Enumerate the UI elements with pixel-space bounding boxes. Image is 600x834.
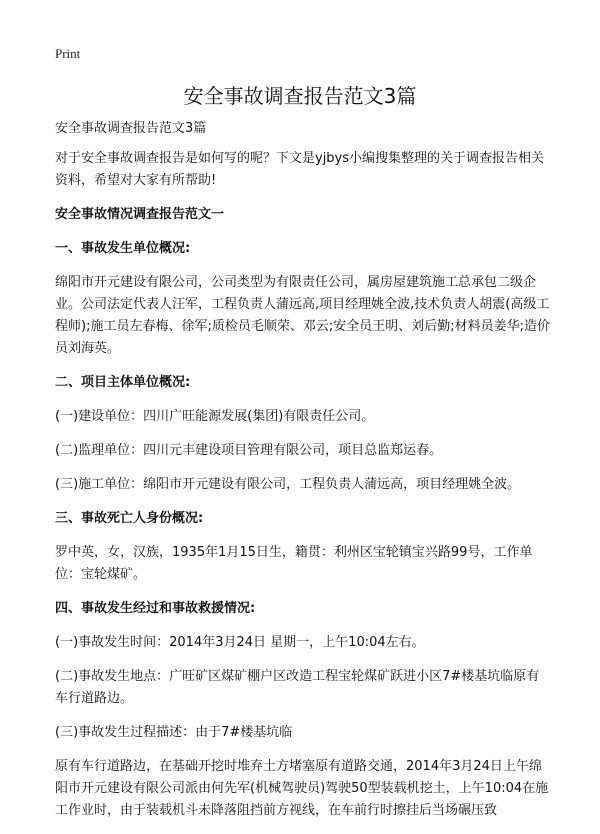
paragraph-1: 绵阳市开元建设有限公司，公司类型为有限责任公司，属房屋建筑施工总承包二级企业。公司法定代表人汪军，工程负责人蒲远高,项目经理姚全波,技术负责人胡震(高级工程师);施工员左春梅、徐军;质检员毛顺荣、邓云;安全员王明、刘后勤;材料员姜华;造价员刘海英。 <box>55 275 550 356</box>
intro-paragraph: 对于安全事故调查报告是如何写的呢？下文是yjbys小编搜集整理的关于调查报告相关资料，希望对大家有所帮助! <box>55 151 545 188</box>
heading-2: 二、项目主体单位概况: <box>55 375 191 390</box>
paragraph-4b: (二)事故发生地点：广旺矿区煤矿棚户区改造工程宝轮煤矿跃进小区7#楼基坑临原有车行道路边。 <box>55 669 540 706</box>
print-link[interactable]: Print <box>55 46 81 61</box>
paragraph-4d: 原有车行道路边，在基础开挖时堆弃土方堵塞原有道路交通，2014年3月24日上午绵阳市开元建设有限公司派由何先军(机械驾驶员)驾驶50型装载机挖土，上午10:04在施工作业时，由于装载机斗未降落阻挡前方视线，在车前行时擦挂后当场碾压致 <box>55 759 549 818</box>
document-subtitle: 安全事故调查报告范文3篇 <box>55 121 207 136</box>
heading-4: 四、事故发生经过和事故救援情况: <box>55 601 256 616</box>
paragraph-4a: (一)事故发生时间：2014年3月24日 星期一，上午10:04左右。 <box>55 635 425 650</box>
heading-1: 一、事故发生单位概况: <box>55 241 191 256</box>
paragraph-2c: (三)施工单位：绵阳市开元建设有限公司，工程负责人蒲远高，项目经理姚全波。 <box>55 477 521 492</box>
document-title: 安全事故调查报告范文3篇 <box>183 84 417 108</box>
paragraph-4c: (三)事故发生过程描述：由于7#楼基坑临 <box>55 725 293 740</box>
paragraph-3: 罗中英，女，汉族，1935年1月15日生，籍贯：利州区宝轮镇宝兴路99号，工作单位：宝轮煤矿。 <box>55 545 533 582</box>
paragraph-2b: (二)监理单位：四川元丰建设项目管理有限公司，项目总监郑运春。 <box>55 443 443 458</box>
section-title: 安全事故情况调查报告范文一 <box>55 207 225 222</box>
heading-3: 三、事故死亡人身份概况: <box>55 511 204 526</box>
paragraph-2a: (一)建设单位：四川广旺能源发展(集团)有限责任公司。 <box>55 409 375 424</box>
document-body <box>55 118 550 834</box>
